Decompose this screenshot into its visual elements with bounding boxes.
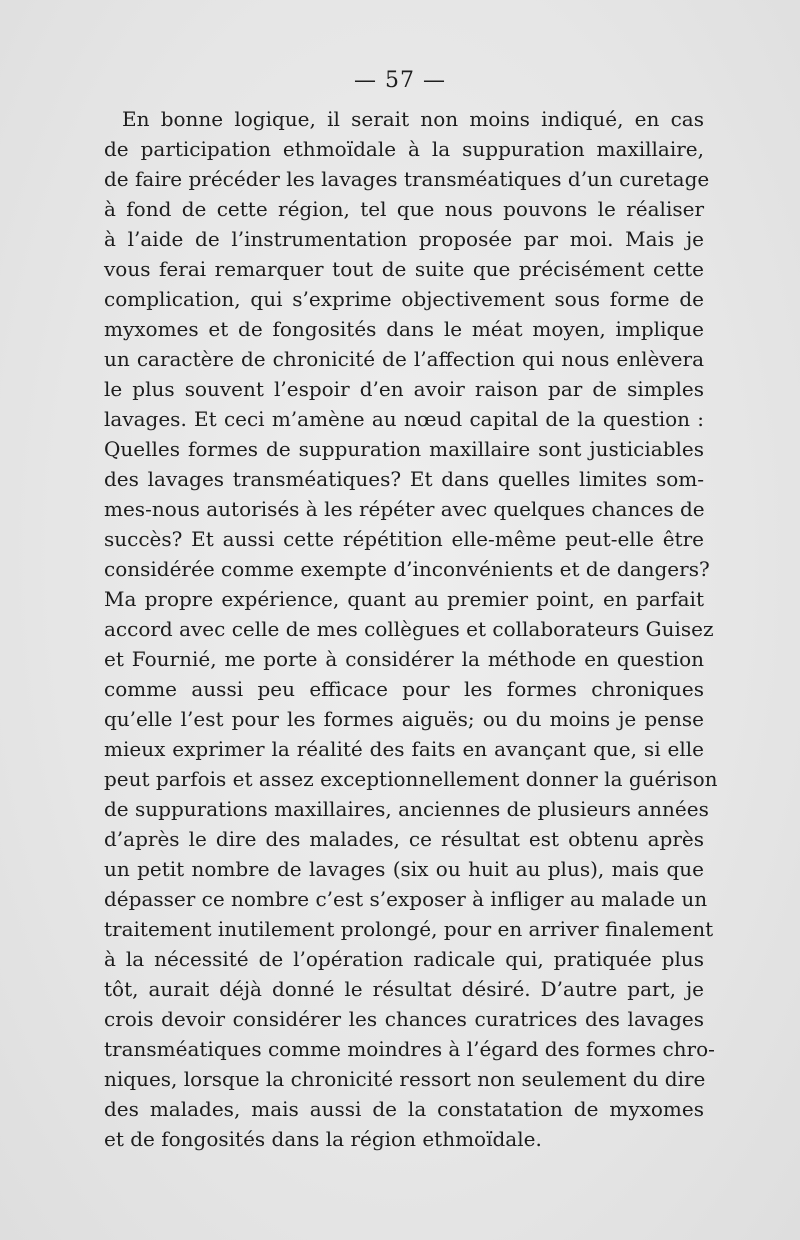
text-line: considérée comme exempte d’inconvénients et de dangers? (104, 557, 710, 581)
text-line: complication, qui s’exprime objectivement sous forme de (104, 287, 704, 311)
text-line: de participation ethmoïdale à la suppuration maxillaire, (104, 137, 704, 161)
text-line: vous ferai remarquer tout de suite que précisément cette (104, 257, 704, 281)
text-line: accord avec celle de mes collègues et collaborateurs Guisez (104, 617, 714, 641)
text-line: des malades, mais aussi de la constatation de myxomes (104, 1097, 704, 1121)
text-line: peut parfois et assez exceptionnellement donner la guérison (104, 767, 718, 791)
text-line: de suppurations maxillaires, anciennes de plusieurs années (104, 797, 709, 821)
text-line: crois devoir considérer les chances curatrices des lavages (104, 1007, 704, 1031)
text-line: Ma propre expérience, quant au premier point, en parfait (104, 587, 704, 611)
text-line: des lavages transméatiques? Et dans quelles limites som- (104, 467, 704, 491)
text-line: un caractère de chronicité de l’affection qui nous enlèvera (104, 347, 704, 371)
page-number: — 57 — (354, 68, 446, 93)
text-line: d’après le dire des malades, ce résultat est obtenu après (104, 827, 704, 851)
text-line: un petit nombre de lavages (six ou huit au plus), mais que (104, 857, 704, 881)
text-line: à fond de cette région, tel que nous pouvons le réaliser (104, 197, 704, 221)
text-line: dépasser ce nombre c’est s’exposer à infliger au malade un (104, 887, 708, 911)
text-line: tôt, aurait déjà donné le résultat désiré. D’autre part, je (104, 977, 704, 1001)
text-line: mieux exprimer la réalité des faits en avançant que, si elle (104, 737, 704, 761)
text-line: myxomes et de fongosités dans le méat moyen, implique (104, 317, 704, 341)
text-line: comme aussi peu efficace pour les formes chroniques (104, 677, 704, 701)
text-line: lavages. Et ceci m’amène au nœud capital de la question : (104, 407, 704, 431)
text-line: traitement inutilement prolongé, pour en arriver finalement (104, 917, 714, 941)
text-line: à la nécessité de l’opération radicale qui, pratiquée plus (104, 947, 704, 971)
text-line: succès? Et aussi cette répétition elle-même peut-elle être (104, 527, 704, 551)
body-text (104, 104, 718, 1154)
text-line: niques, lorsque la chronicité ressort non seulement du dire (104, 1067, 706, 1091)
text-line: le plus souvent l’espoir d’en avoir raison par de simples (104, 377, 704, 401)
text-line: qu’elle l’est pour les formes aiguës; ou du moins je pense (104, 707, 704, 731)
text-line: de faire précéder les lavages transméatiques d’un curetage (104, 167, 710, 191)
text-line: En bonne logique, il serait non moins indiqué, en cas (122, 107, 704, 131)
text-line: Quelles formes de suppuration maxillaire sont justiciables (104, 437, 704, 461)
text-line: transméatiques comme moindres à l’égard des formes chro- (104, 1037, 715, 1061)
text-line: à l’aide de l’instrumentation proposée par moi. Mais je (104, 227, 704, 251)
text-line: et de fongosités dans la région ethmoïdale. (104, 1127, 542, 1151)
text-line: mes-nous autorisés à les répéter avec quelques chances de (104, 497, 705, 521)
text-line: et Fournié, me porte à considérer la méthode en question (104, 647, 704, 671)
